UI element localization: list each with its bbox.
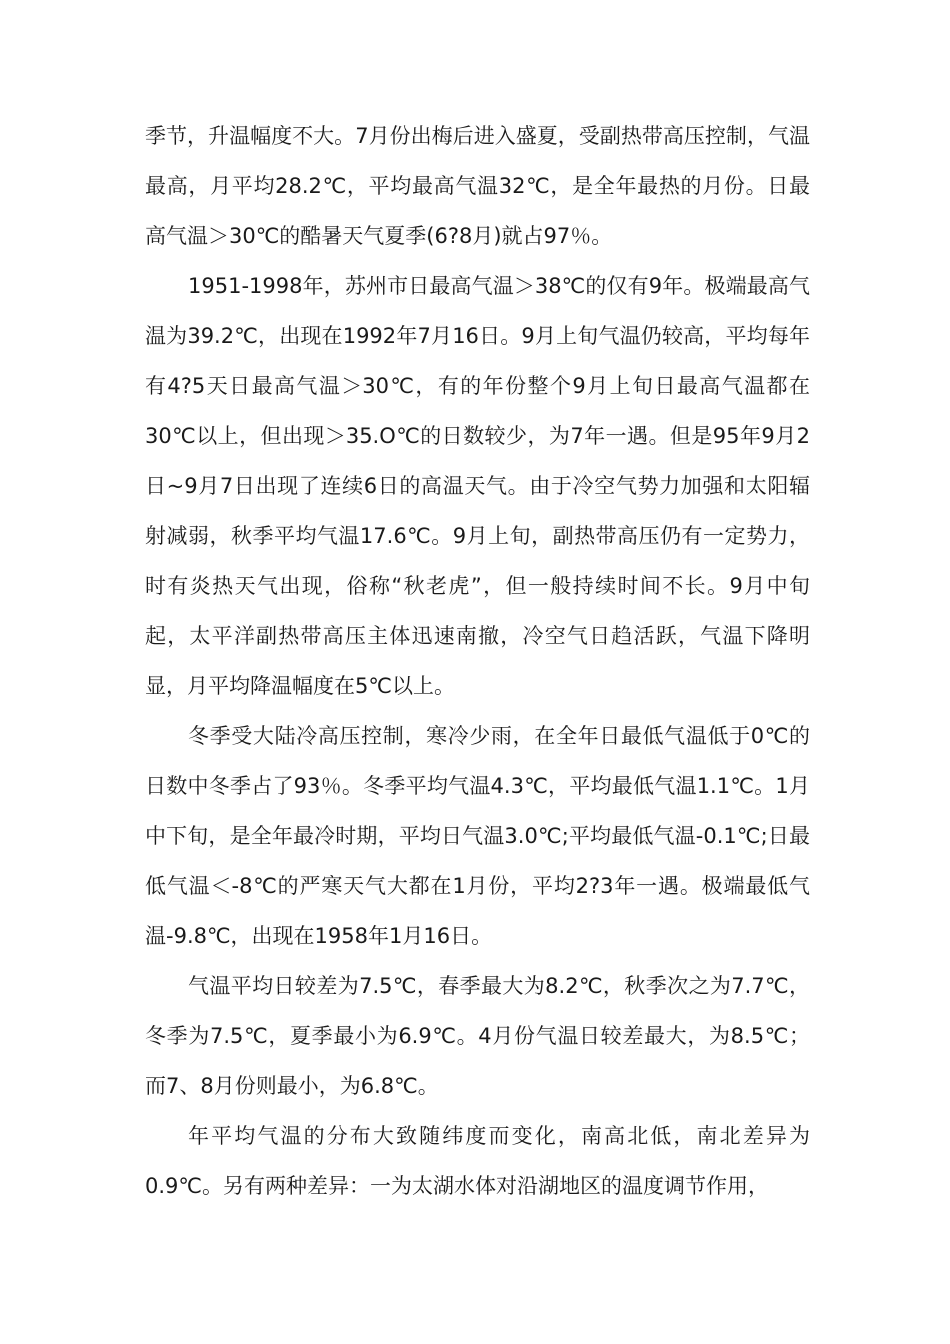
paragraph-distribution: 年平均气温的分布大致随纬度而变化，南高北低，南北差异为0.9℃。另有两种差异：一为太湖水体对沿湖地区的温度调节作用， <box>145 1124 810 1198</box>
paragraph-diurnal-range: 气温平均日较差为7.5℃，春季最大为8.2℃，秋季次之为7.7℃，冬季为7.5℃，夏季最小为6.9℃。4月份气温日较差最大，为8.5℃；而7、8月份则最小，为6.8℃。 <box>145 974 810 1098</box>
document-body <box>145 111 810 1211</box>
paragraph-winter: 冬季受大陆冷高压控制，寒冷少雨，在全年日最低气温低于0℃的日数中冬季占了93％。冬季平均气温4.3℃，平均最低气温1.1℃。1月中下旬，是全年最冷时期，平均日气温3.0℃;平均最低气温-0.1℃;日最低气温＜-8℃的严寒天气大都在1月份，平均2?3年一遇。极端最低气温-9.8℃，出现在1958年1月16日。 <box>145 724 810 948</box>
paragraph-high-temperature: 1951-1998年，苏州市日最高气温＞38℃的仅有9年。极端最高气温为39.2℃，出现在1992年7月16日。9月上旬气温仍较高，平均每年有4?5天日最高气温＞30℃，有的年份整个9月上旬日最高气温都在30℃以上，但出现＞35.O℃的日数较少，为7年一遇。但是95年9月2日~9月7日出现了连续6日的高温天气。由于冷空气势力加强和太阳辐射减弱，秋季平均气温17.6℃。9月上旬，副热带高压仍有一定势力，时有炎热天气出现，俗称“秋老虎”，但一般持续时间不长。9月中旬起，太平洋副热带高压主体迅速南撤，冷空气日趋活跃，气温下降明显，月平均降温幅度在5℃以上。 <box>145 274 810 698</box>
paragraph-summer-continued: 季节，升温幅度不大。7月份出梅后进入盛夏，受副热带高压控制，气温最高，月平均28.2℃，平均最高气温32℃，是全年最热的月份。日最高气温＞30℃的酷暑天气夏季(6?8月)就占97％。 <box>145 124 810 248</box>
